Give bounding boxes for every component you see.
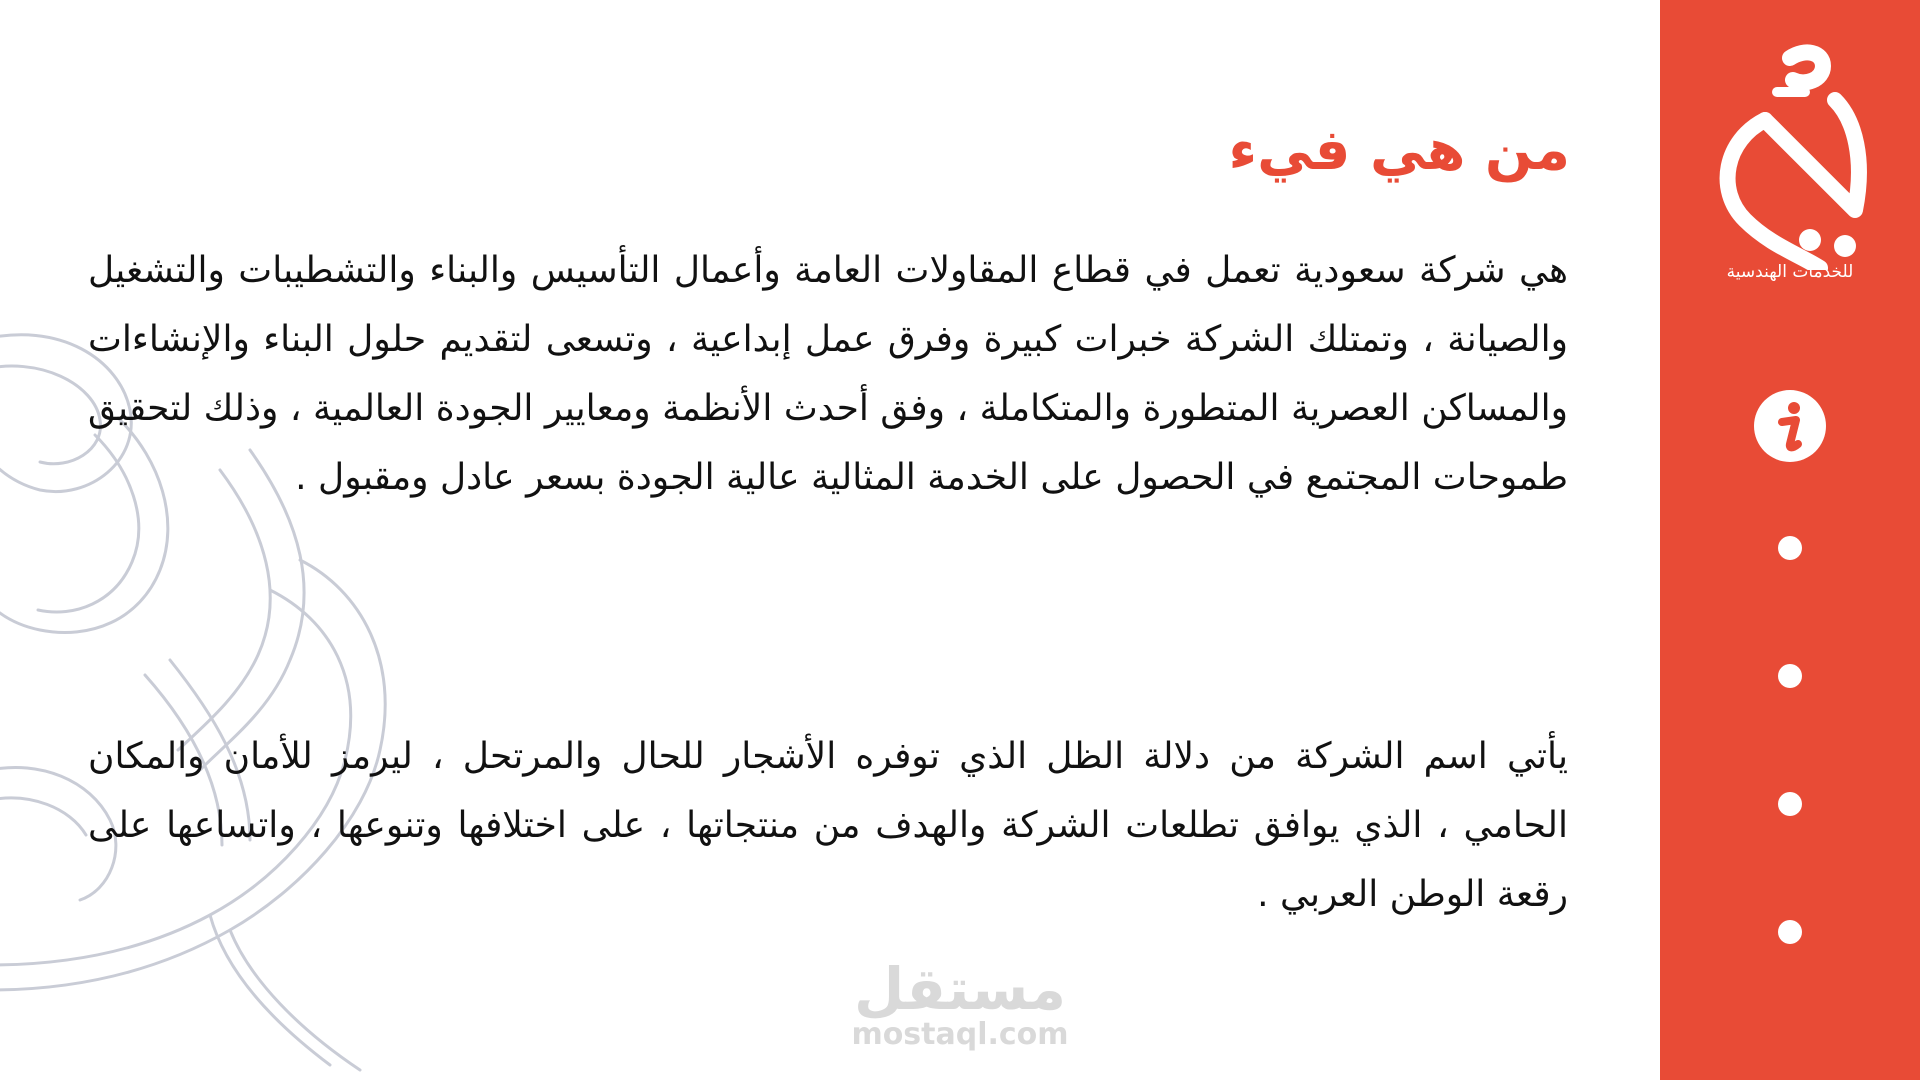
watermark-arabic: مستقل bbox=[853, 955, 1067, 1023]
nav-dot-4[interactable] bbox=[1778, 920, 1802, 944]
page-title: من هي فيء bbox=[1228, 118, 1570, 183]
nav-dot-2[interactable] bbox=[1778, 664, 1802, 688]
sidebar bbox=[1660, 0, 1920, 1080]
info-icon[interactable] bbox=[1752, 388, 1828, 464]
nav-dot-1[interactable] bbox=[1778, 536, 1802, 560]
intro-paragraph: هي شركة سعودية تعمل في قطاع المقاولات العامة وأعمال التأسيس والبناء والتشطيبات والتشغيل والصيانة ، وتمتلك الشركة خبرات كبيرة وفرق عمل إبداعية ، وتسعى لتقديم حلول البناء والإنشاءات والمساكن العصرية المتطورة والمتكاملة ، وفق أحدث الأنظمة ومعايير الجودة العالمية ، وذلك لتحقيق طموحات المجتمع في الحصول على الخدمة المثالية عالية الجودة بسعر عادل ومقبول . bbox=[88, 250, 1568, 498]
name-meaning-paragraph: يأتي اسم الشركة من دلالة الظل الذي توفره الأشجار للحال والمرتحل ، ليرمز للأمان والمكان الحامي ، الذي يوافق تطلعات الشركة والهدف من منتجاتها ، على اختلافها وتنوعها ، واتساعها على رقعة الوطن العربي . bbox=[88, 736, 1568, 915]
nav-dot-3[interactable] bbox=[1778, 792, 1802, 816]
watermark bbox=[840, 955, 1080, 1052]
brand-logo bbox=[1705, 40, 1875, 270]
brand-caption: للخدمات الهندسية bbox=[1726, 262, 1854, 282]
watermark-latin: mostaql.com bbox=[851, 1017, 1069, 1052]
